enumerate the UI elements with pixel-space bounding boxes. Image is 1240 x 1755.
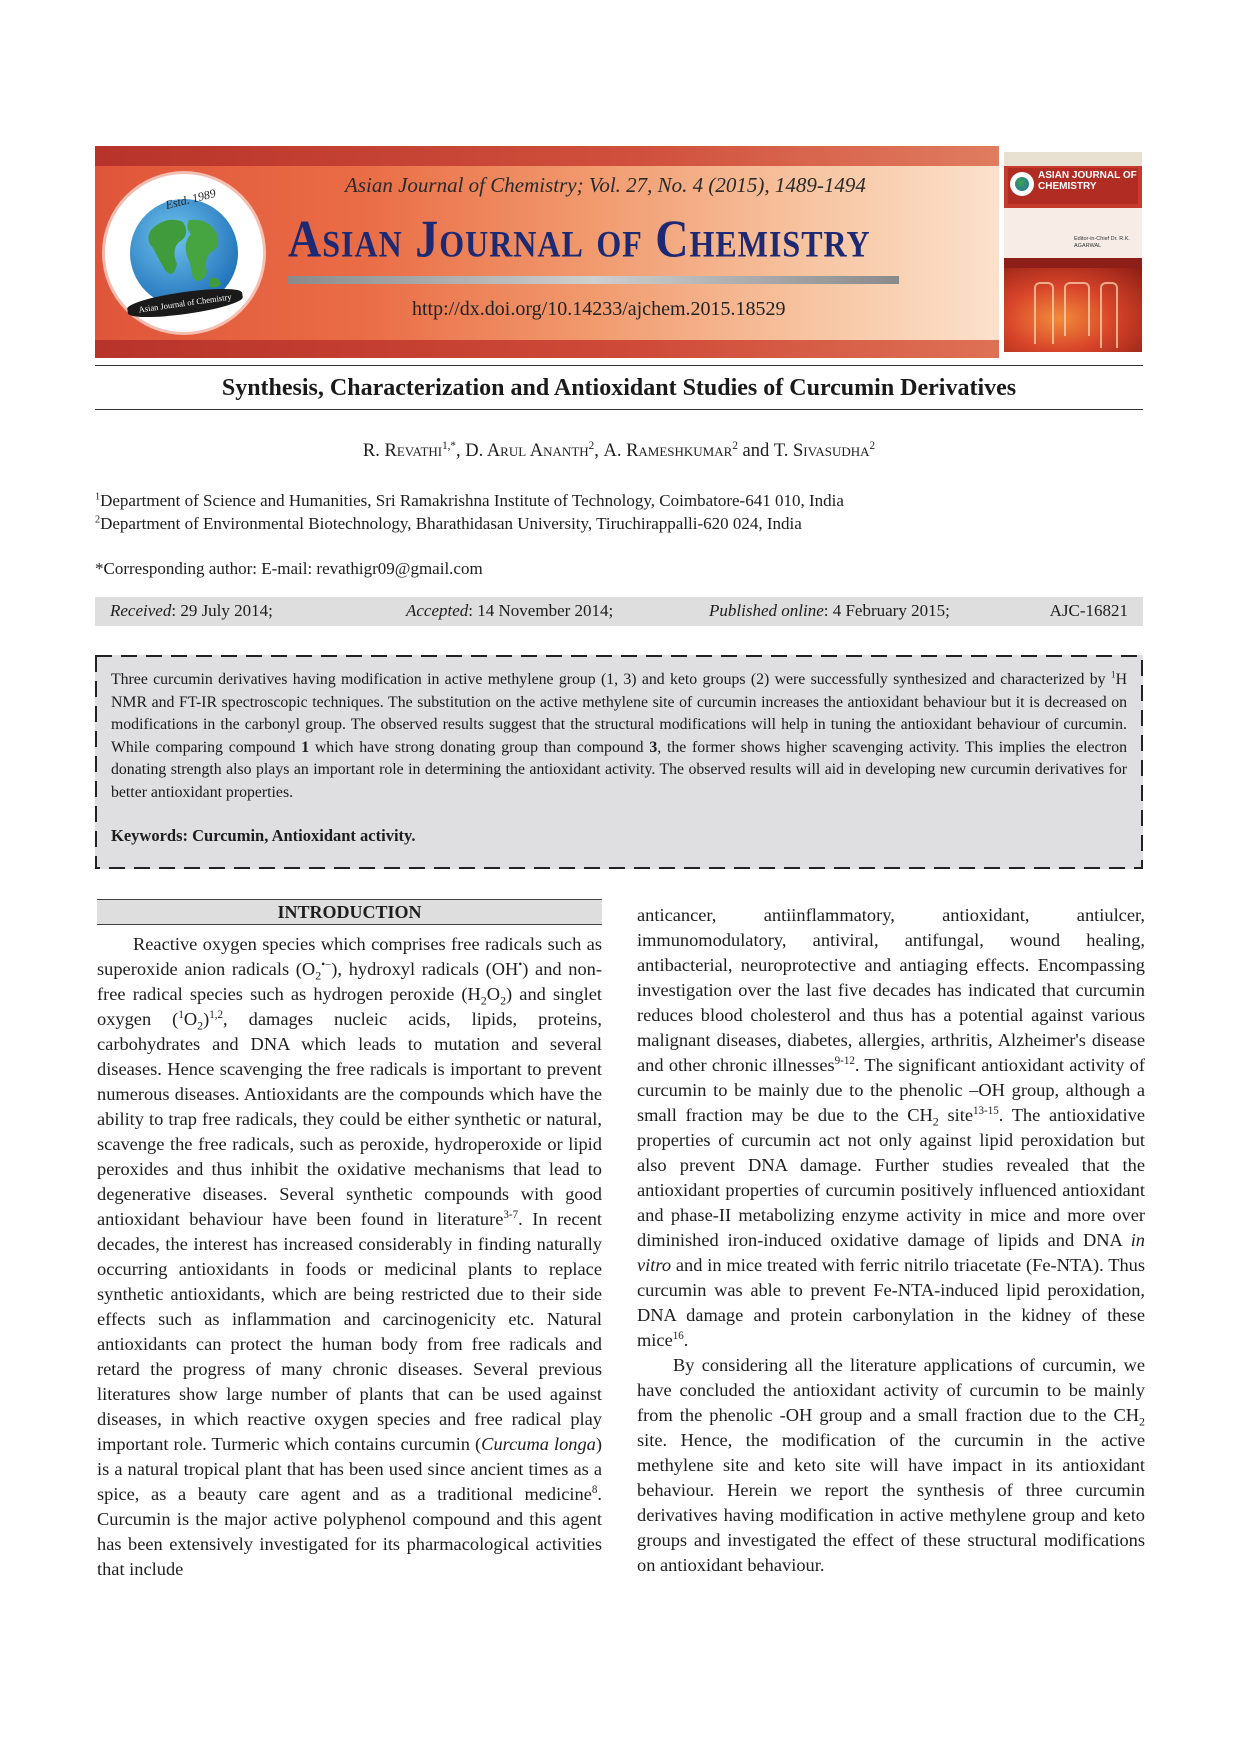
affiliation-mark: 2 xyxy=(95,514,101,526)
flask-icon xyxy=(1064,282,1090,336)
cover-editor: Editor-in-Chief Dr. R.K. AGARWAL xyxy=(1074,236,1130,249)
cover-globe-icon xyxy=(1010,172,1034,196)
keywords: Keywords: Curcumin, Antioxidant activity. xyxy=(111,826,416,845)
introduction-paragraph: anticancer, antiinflammatory, antioxidant, antiulcer, immunomodulatory, antiviral, antifungal, wound healing, antibacterial, neuroprotective and antiaging effects. Encompassing investigation over the last five decades has indicated that curcumin reduces blood cholesterol and thus has a potential against various malignant diseases, diabetes, allergies, arthritis, Alzheimer's disease and other chronic illnesses$^{9-12}$. The significant antioxidant activity of curcumin to be mainly due to the phenolic –OH group, although a small fraction may be due to the $CH_2$ site$^{13-15}$. The antioxidative properties of curcumin act not only against lipid peroxidation but also prevent DNA damage. Further studies revealed that the antioxidant properties of curcumin positively influenced antioxidant and phase-II metabolizing enzyme activity in mice and more over diminished iron-induced oxidative damage of lipids and DNA in vitro and in mice treated with ferric nitrilo triacetate (Fe-NTA). Thus curcumin was able to prevent Fe-NTA-induced lipid peroxidation, DNA damage and protein carbonylation in the kidney of these mice$^{16}$. xyxy=(637,905,1145,1350)
journal-banner xyxy=(95,146,999,358)
affiliation-2 xyxy=(95,514,802,534)
affiliation-text: Department of Science and Humanities, Sri Ramakrishna Institute of Technology, Coimbatore-641 010, India xyxy=(100,491,844,510)
author-separator: , xyxy=(455,441,466,461)
title-rule-top xyxy=(95,365,1143,366)
paper-title: Synthesis, Characterization and Antioxidant Studies of Curcumin Derivatives xyxy=(221,375,1017,401)
accepted-date: Accepted: 14 November 2014; xyxy=(406,601,614,620)
introduction-paragraph: Reactive oxygen species which comprises free radicals such as superoxide anion radicals $(O_2^{•-})$, hydroxyl radicals (OH•) and non-free radical species such as hydrogen peroxide $(H_2O_2)$ and singlet oxygen $(^1O_2)^{1,2}$, damages nucleic acids, lipids, proteins, carbohydrates and DNA which leads to mutation and several diseases. Hence scavenging the free radicals is important to prevent numerous diseases. Antioxidants are the compounds which have the ability to trap free radicals, they could be either synthetic or natural, scavenge the free radicals, such as peroxide, hydroperoxide or lipid peroxides and thus inhibit the oxidative mechanisms that lead to degenerative diseases. Several synthetic compounds with good antioxidant behaviour have been found in literature$^{3-7}$. In recent decades, the interest has increased considerably in finding naturally occurring antioxidants in foods or medicinal plants to replace synthetic antioxidants, which are being restricted due to their side effects such as inflammation and carcinogenicity etc. Natural antioxidants can protect the human body from free radicals and retard the progress of many chronic diseases. Several previous literatures show large number of plants that can be used against diseases, in which reactive oxygen species and free radical play important role. Turmeric which contains curcumin (Curcuma longa) is a natural tropical plant that has been used since ancient times as a spice, as a beauty care agent and as a traditional medicine$^8$. Curcumin is the major active polyphenol compound and this agent has been extensively investigated for its pharmacological activities that include xyxy=(97,934,603,1579)
logo-established-text: Estd. 1989 xyxy=(163,186,218,213)
received-date: Received: 29 July 2014; xyxy=(110,601,273,620)
body-column-right xyxy=(637,903,1145,1578)
abstract-text: Three curcumin derivatives having modification in active methylene group (1, 3) and keto groups (2) were successfully synthesized and characterized by $^1$H NMR and FT-IR spectroscopic techniques. The substitution on the active methylene site of curcumin increases the antioxidant behaviour but it is decreased on modifications in the carbonyl group. The observed results suggest that the structural modifications will help in tuning the antioxidant behaviour of curcumin. While comparing compound 1 which have strong donating group than compound 3, the former shows higher scavenging activity. This implies the electron donating strength also plays an important role in determining the antioxidant activity. The observed results will aid in developing new curcumin derivatives for better antioxidant properties. xyxy=(111,670,1127,801)
author-name[interactable]: A. Rameshkumar xyxy=(603,441,733,461)
doi-link[interactable]: http://dx.doi.org/10.14233/ajchem.2015.18529 xyxy=(412,298,786,320)
banner-bottom-stripe xyxy=(95,340,999,358)
author-affiliation-mark: 2 xyxy=(588,439,595,452)
flask-icon xyxy=(1034,282,1054,344)
journal-title: Asian Journal of Chemistry xyxy=(288,209,871,268)
author-separator: and xyxy=(737,441,774,461)
journal-logo xyxy=(105,174,263,332)
affiliation-text: Department of Environmental Biotechnology, Bharathidasan University, Tiruchirappalli-620 024, India xyxy=(100,514,802,533)
author-name[interactable]: D. Arul Ananth xyxy=(465,441,589,461)
author-affiliation-mark: 2 xyxy=(869,439,876,452)
affiliation-mark: 1 xyxy=(95,491,101,503)
section-heading-introduction: INTRODUCTION xyxy=(97,899,602,925)
affiliation-1 xyxy=(95,491,844,511)
author-name[interactable]: R. Revathi xyxy=(362,441,443,461)
cover-white-panel xyxy=(1004,208,1142,258)
title-rule-bottom xyxy=(95,409,1143,410)
body-column-left xyxy=(97,932,602,1582)
author-affiliation-mark: 1,* xyxy=(442,439,456,452)
published-date: Published online: 4 February 2015; xyxy=(709,601,950,620)
abstract-box xyxy=(95,655,1143,869)
journal-cover-thumbnail xyxy=(1004,152,1142,352)
author-separator: , xyxy=(594,441,604,461)
logo-ring-label: Asian Journal of Chemistry xyxy=(126,284,244,322)
flask-icon xyxy=(1100,282,1118,348)
author-list xyxy=(95,441,1143,462)
cover-divider xyxy=(1004,258,1142,268)
corresponding-author[interactable]: *Corresponding author: E-mail: revathigr09@gmail.com xyxy=(95,559,483,578)
author-name[interactable]: T. Sivasudha xyxy=(773,441,870,461)
article-code: AJC-16821 xyxy=(1049,601,1128,620)
introduction-paragraph: By considering all the literature applications of curcumin, we have concluded the antioxidant activity of curcumin to be mainly from the phenolic -OH group and a small fraction due to the $CH_2$ site. Hence, the modification of the curcumin in the active methylene site and keto site will have impact in its antioxidant behaviour. Herein we report the synthesis of three curcumin derivatives having modification in active methylene group and keto groups and investigated the effect of these structural modifications on antioxidant behaviour. xyxy=(637,1355,1145,1575)
banner-title-rule xyxy=(287,276,899,284)
journal-citation: Asian Journal of Chemistry; Vol. 27, No. 4 (2015), 1489-1494 xyxy=(345,173,866,197)
cover-title: ASIAN JOURNAL OF CHEMISTRY xyxy=(1038,170,1137,192)
publication-dates-bar xyxy=(95,597,1143,626)
cover-top-strip xyxy=(1004,152,1142,166)
banner-top-stripe xyxy=(95,146,999,166)
author-affiliation-mark: 2 xyxy=(732,439,738,452)
